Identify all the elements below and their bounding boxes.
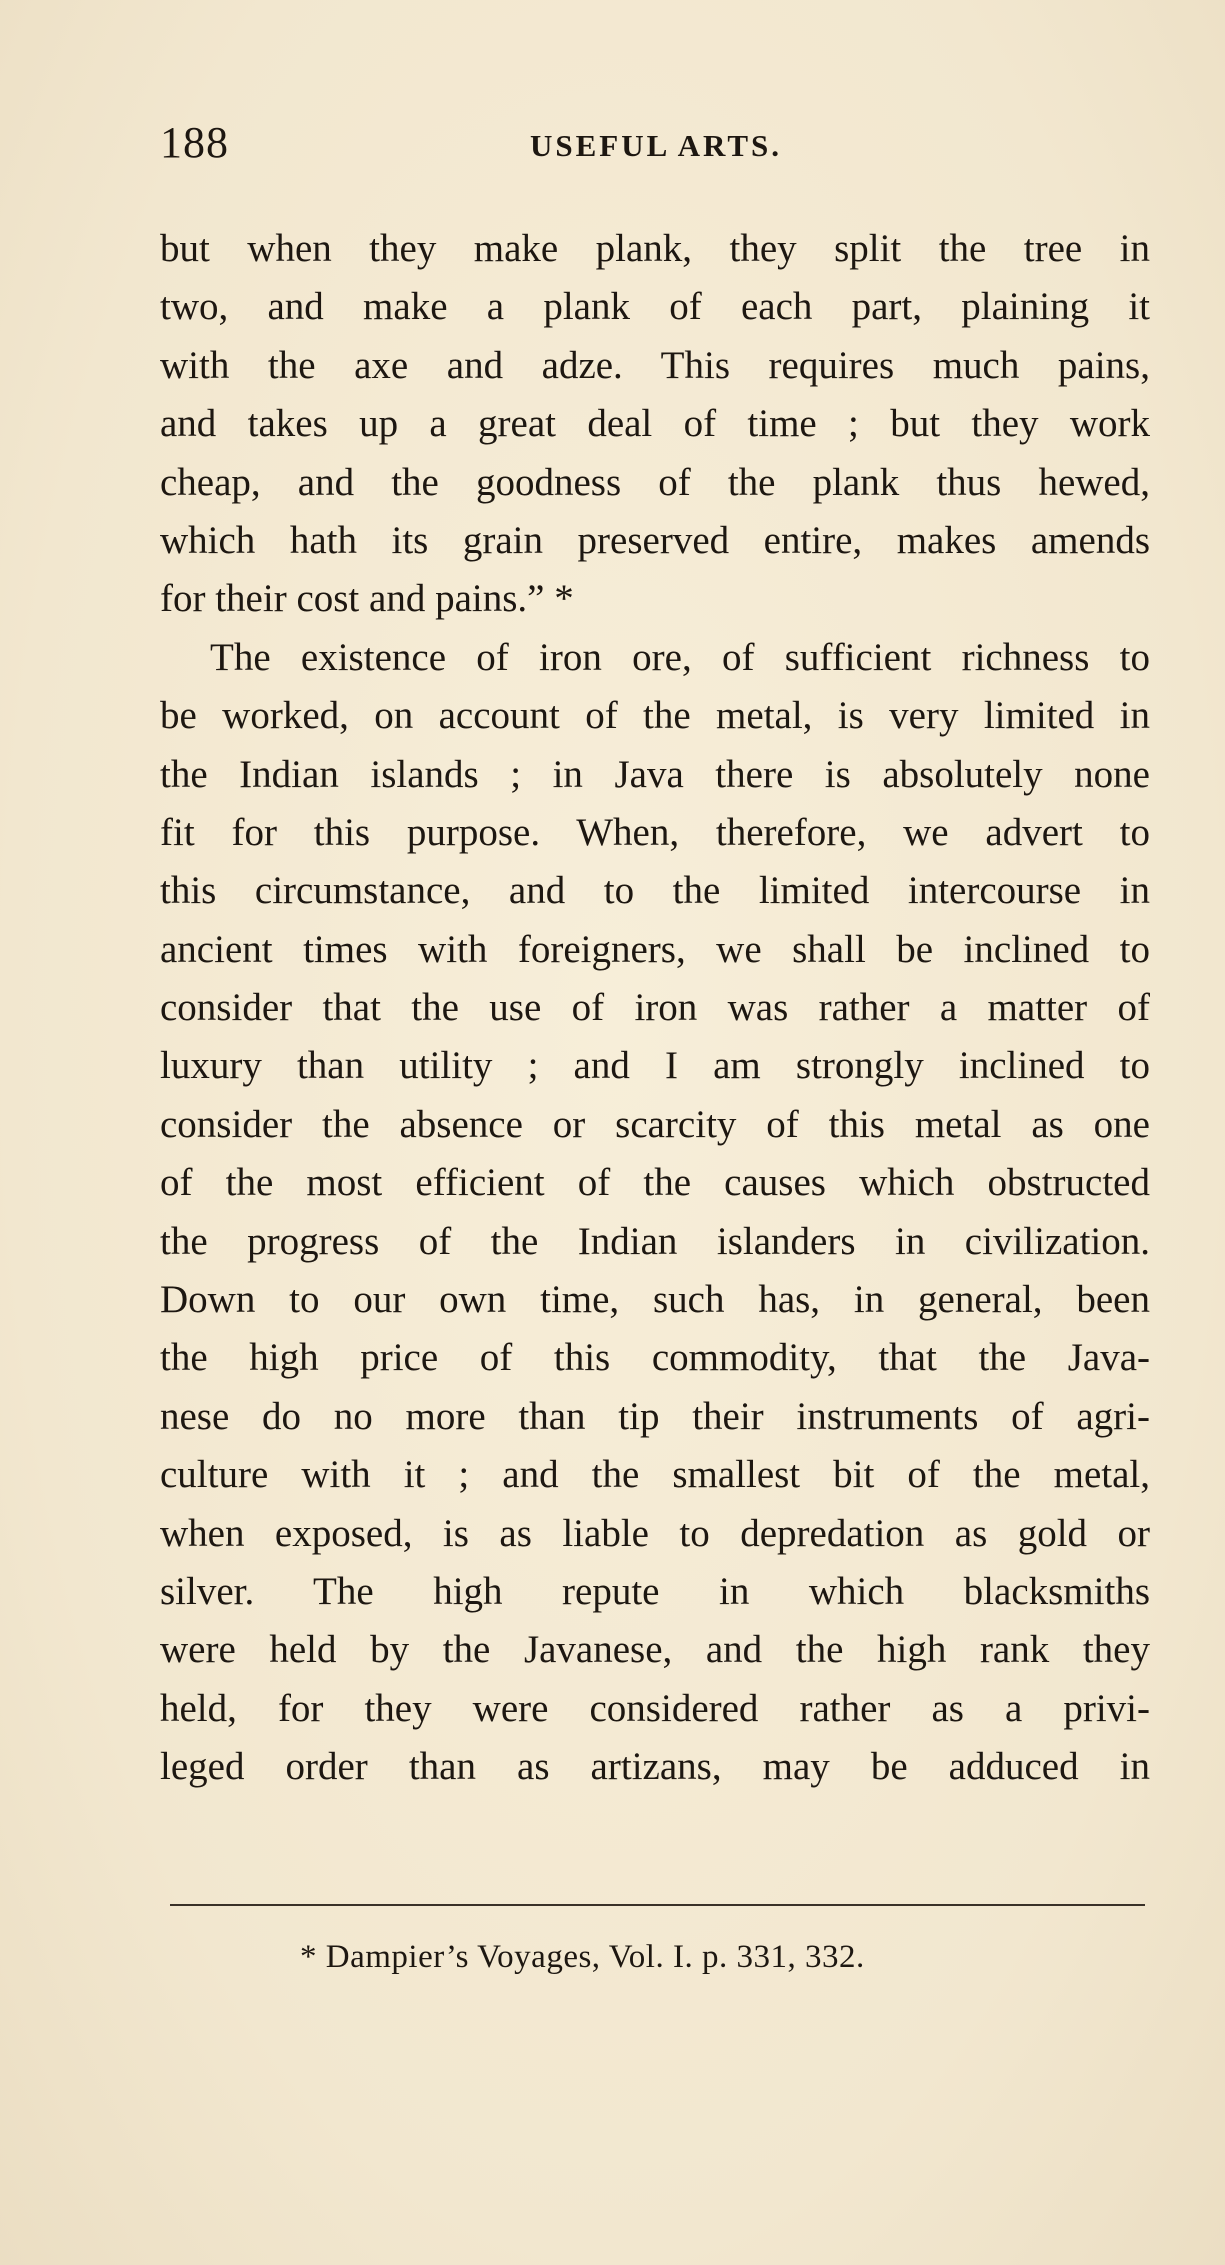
text-line: cheap, and the goodness of the plank thus hewed, bbox=[160, 460, 1150, 504]
text-line: which hath its grain preserved entire, makes amends bbox=[160, 518, 1150, 562]
text-line: culture with it ; and the smallest bit of the metal, bbox=[160, 1453, 1150, 1497]
text-line: the progress of the Indian islanders in civilization. bbox=[160, 1219, 1150, 1263]
text-line: two, and make a plank of each part, plaining it bbox=[160, 285, 1150, 329]
footnote-divider bbox=[170, 1904, 1145, 1906]
text-line: and takes up a great deal of time ; but they work bbox=[160, 402, 1150, 446]
text-line: silver. The high repute in which blacksmiths bbox=[160, 1569, 1150, 1613]
text-line: when exposed, is as liable to depredation as gold or bbox=[160, 1511, 1150, 1555]
footnote: * Dampier’s Voyages, Vol. I. p. 331, 332. bbox=[300, 1939, 865, 1975]
text-line: fit for this purpose. When, therefore, we advert to bbox=[160, 810, 1150, 854]
text-line: be worked, on account of the metal, is very limited in bbox=[160, 694, 1150, 738]
text-line: were held by the Javanese, and the high rank they bbox=[160, 1628, 1150, 1672]
text-line: Down to our own time, such has, in general, been bbox=[160, 1278, 1150, 1322]
text-line: for their cost and pains.” * bbox=[160, 577, 574, 621]
paragraph-start-line: The existence of iron ore, of sufficient richness to bbox=[210, 635, 1150, 679]
text-line: consider the absence or scarcity of this metal as one bbox=[160, 1102, 1150, 1146]
text-line: this circumstance, and to the limited intercourse in bbox=[160, 869, 1150, 913]
page-number: 188 bbox=[160, 118, 229, 167]
running-head: USEFUL ARTS. bbox=[530, 128, 782, 163]
text-line: held, for they were considered rather as a privi- bbox=[160, 1686, 1150, 1730]
body-text bbox=[160, 220, 1150, 1797]
text-line: the high price of this commodity, that the Java- bbox=[160, 1336, 1150, 1380]
text-line: consider that the use of iron was rather a matter of bbox=[160, 986, 1150, 1030]
text-line: with the axe and adze. This requires much pains, bbox=[160, 343, 1150, 387]
text-line: luxury than utility ; and I am strongly inclined to bbox=[160, 1044, 1150, 1088]
text-line: of the most efficient of the causes which obstructed bbox=[160, 1161, 1150, 1205]
text-line: but when they make plank, they split the tree in bbox=[160, 227, 1150, 270]
page-header bbox=[160, 118, 1150, 168]
text-line: leged order than as artizans, may be adduced in bbox=[160, 1745, 1150, 1789]
text-line: the Indian islands ; in Java there is absolutely none bbox=[160, 752, 1150, 796]
text-line: ancient times with foreigners, we shall be inclined to bbox=[160, 927, 1150, 971]
text-line: nese do no more than tip their instruments of agri- bbox=[160, 1394, 1150, 1438]
